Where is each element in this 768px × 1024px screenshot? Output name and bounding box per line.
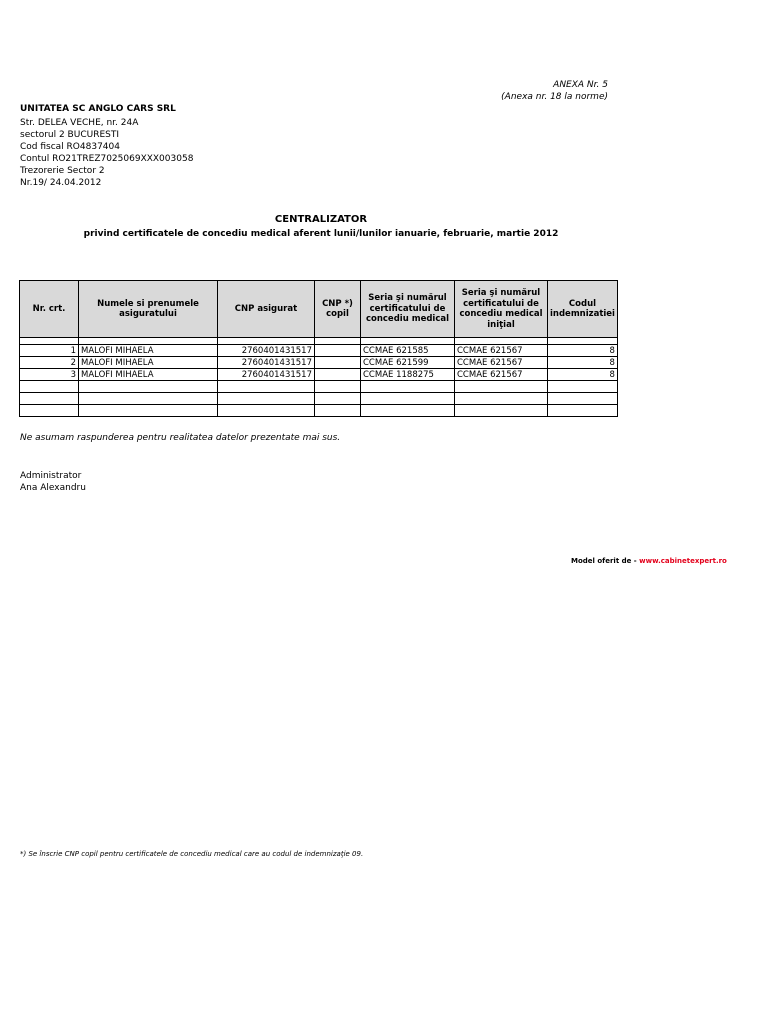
- unit-account: Contul RO21TREZ7025069XXX003058: [20, 154, 194, 164]
- header-insured-name: Numele si prenumele asiguratului: [79, 281, 218, 338]
- table-row: [20, 345, 618, 357]
- cell-certificate-series: CCMAE 621599: [361, 357, 455, 369]
- cell-initial-certificate-series: CCMAE 621567: [455, 345, 548, 357]
- cell-certificate-series: CCMAE 1188275: [361, 369, 455, 381]
- unit-document-number: Nr.19/ 24.04.2012: [20, 178, 102, 188]
- model-credit-prefix: Model oferit de -: [571, 557, 640, 565]
- signature-name: Ana Alexandru: [20, 483, 86, 493]
- cell-insured-name: MALOFI MIHAELA: [79, 357, 218, 369]
- header-child-cnp: CNP *) copil: [315, 281, 361, 338]
- document-subtitle: privind certificatele de concediu medical aferent lunii/lunilor ianuarie, februarie, martie 2012: [83, 229, 559, 239]
- cell-insured-name: MALOFI MIHAELA: [79, 369, 218, 381]
- cell-nr-crt: 1: [20, 345, 79, 357]
- table-header-row: [20, 281, 618, 338]
- annex-number: ANEXA Nr. 5: [553, 80, 608, 90]
- signature-role: Administrator: [20, 471, 82, 481]
- cell-initial-certificate-series: CCMAE 621567: [455, 357, 548, 369]
- cell-certificate-series: CCMAE 621585: [361, 345, 455, 357]
- unit-fiscal-code: Cod fiscal RO4837404: [20, 142, 120, 152]
- cell-insured-cnp: 2760401431517: [218, 345, 315, 357]
- cell-insured-cnp: 2760401431517: [218, 357, 315, 369]
- header-certificate-series: Seria şi numărul certificatului de concediu medical: [361, 281, 455, 338]
- footnote: *) Se înscrie CNP copil pentru certificatele de concediu medical care au codul de indemnizaţie 09.: [20, 850, 364, 858]
- table-row-empty: [20, 338, 618, 345]
- header-initial-certificate-series: Seria şi numărul certificatului de concediu medical iniţial: [455, 281, 548, 338]
- cell-benefit-code: 8: [548, 357, 618, 369]
- table-row-blank: [20, 405, 618, 417]
- model-credit-link[interactable]: www.cabinetexpert.ro: [639, 557, 727, 565]
- model-credit: [571, 557, 727, 565]
- cell-nr-crt: 2: [20, 357, 79, 369]
- cell-insured-name: MALOFI MIHAELA: [79, 345, 218, 357]
- cell-benefit-code: 8: [548, 369, 618, 381]
- cell-benefit-code: 8: [548, 345, 618, 357]
- cell-initial-certificate-series: CCMAE 621567: [455, 369, 548, 381]
- cell-nr-crt: 3: [20, 369, 79, 381]
- table-row-blank: [20, 381, 618, 393]
- responsibility-statement: Ne asumam raspunderea pentru realitatea datelor prezentate mai sus.: [20, 433, 341, 443]
- annex-reference: (Anexa nr. 18 la norme): [501, 92, 608, 102]
- table-row: [20, 357, 618, 369]
- table-row-blank: [20, 393, 618, 405]
- cell-insured-cnp: 2760401431517: [218, 369, 315, 381]
- header-benefit-code: Codul indemnizatiei: [548, 281, 618, 338]
- cell-child-cnp: [315, 357, 361, 369]
- cell-child-cnp: [315, 345, 361, 357]
- unit-address-street: Str. DELEA VECHE, nr. 24A: [20, 118, 139, 128]
- header-insured-cnp: CNP asigurat: [218, 281, 315, 338]
- header-nr-crt: Nr. crt.: [20, 281, 79, 338]
- unit-treasury: Trezorerie Sector 2: [20, 166, 105, 176]
- unit-address-sector: sectorul 2 BUCURESTI: [20, 130, 119, 140]
- cell-child-cnp: [315, 369, 361, 381]
- unit-name: UNITATEA SC ANGLO CARS SRL: [20, 104, 176, 114]
- table-row: [20, 369, 618, 381]
- document-title: CENTRALIZATOR: [274, 214, 368, 225]
- certificates-table: [19, 280, 618, 417]
